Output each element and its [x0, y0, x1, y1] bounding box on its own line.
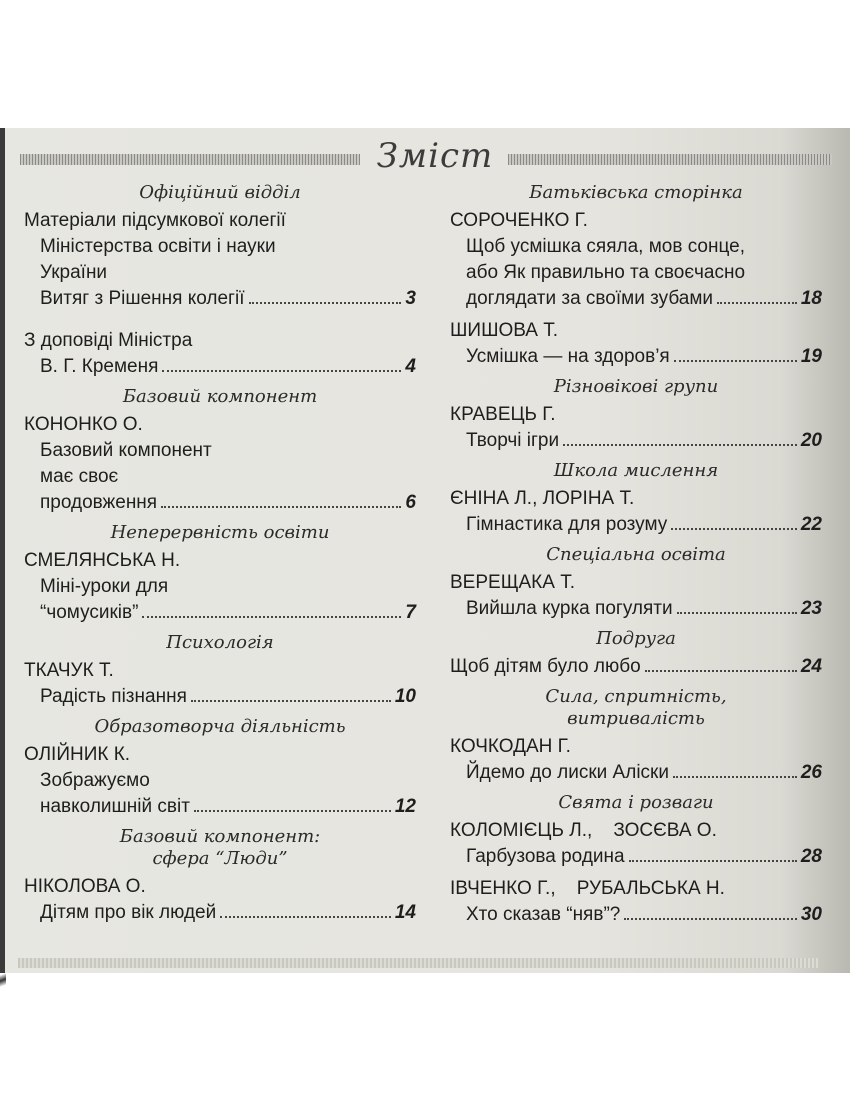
article-title: продовження	[40, 492, 158, 513]
article-title: Міністерства освіти і науки	[40, 236, 276, 257]
binding-edge	[0, 128, 5, 973]
article-title: Базовий компонент	[40, 440, 212, 461]
dot-leader	[191, 686, 391, 702]
section-heading: Неперервність освіти	[110, 522, 330, 543]
author-name: СОРОЧЕНКО Г.	[450, 210, 588, 231]
article-title: Зображуємо	[40, 770, 150, 791]
article-title: Радість пізнання	[40, 686, 187, 707]
entry-row	[24, 286, 416, 312]
section-heading-line: витривалість	[567, 708, 705, 729]
page-corner-line	[0, 920, 6, 1040]
page-number: 28	[800, 846, 822, 867]
article-title: України	[40, 262, 108, 283]
dot-leader	[563, 430, 797, 446]
section-heading: Образотворча діяльність	[94, 716, 346, 737]
section-heading: Офіційний відділ	[139, 182, 301, 203]
article-title: Матеріали підсумкової колегії	[24, 210, 286, 231]
author-name: НІКОЛОВА О.	[24, 876, 146, 897]
dot-leader	[645, 656, 797, 672]
contents-title: Зміст	[376, 136, 494, 176]
toc-entry[interactable]	[450, 318, 822, 370]
entry-row	[24, 900, 416, 926]
right-column	[450, 180, 822, 934]
author-name: КОЛОМІЄЦЬ Л., ЗОСЄВА О.	[450, 820, 717, 841]
entry-row	[450, 596, 822, 622]
section-heading: Спеціальна освіта	[546, 544, 726, 565]
page-number: 30	[800, 904, 822, 925]
entry-row	[450, 344, 822, 370]
dot-leader	[194, 796, 391, 812]
author-name: КОНОНКО О.	[24, 414, 143, 435]
toc-entry[interactable]	[24, 742, 416, 820]
entry-row	[450, 654, 822, 680]
page-number: 24	[800, 656, 822, 677]
page-number: 3	[405, 288, 416, 309]
entry-row	[24, 354, 416, 380]
toc-entry[interactable]	[450, 734, 822, 786]
article-title: Щоб усмішка сяяла, мов сонце,	[466, 236, 746, 257]
dot-leader	[142, 602, 401, 618]
section-heading-line: Сила, спритність,	[545, 686, 727, 707]
author-name: КОЧКОДАН Г.	[450, 736, 571, 757]
article-title: Усмішка — на здоров’я	[466, 346, 670, 367]
page-number: 6	[405, 492, 416, 513]
toc-entry[interactable]	[24, 548, 416, 626]
entry-row	[24, 794, 416, 820]
entry-row	[450, 844, 822, 870]
article-title: навколишній світ	[40, 796, 190, 817]
section-heading	[450, 686, 822, 730]
toc-entry[interactable]	[24, 874, 416, 926]
entry-row	[24, 490, 416, 516]
dot-leader	[162, 356, 401, 372]
dot-leader	[717, 288, 797, 304]
entry-row	[450, 512, 822, 538]
dot-leader	[624, 904, 797, 920]
section-heading-line: сфера “Люди”	[152, 848, 288, 869]
toc-entry[interactable]	[24, 328, 416, 380]
author-name: ВЕРЕЩАКА Т.	[450, 572, 575, 593]
page-number: 10	[394, 686, 416, 707]
dot-leader	[161, 492, 401, 508]
article-title: Хто сказав “няв”?	[466, 904, 621, 925]
article-title: або Як правильно та своєчасно	[466, 262, 746, 283]
section-heading: Свята і розваги	[558, 792, 714, 813]
entry-row	[450, 760, 822, 786]
dot-leader	[677, 598, 797, 614]
entry-row	[450, 428, 822, 454]
section-heading: Подруга	[596, 628, 676, 649]
entry-row	[24, 600, 416, 626]
header-rule-left	[20, 154, 360, 165]
page-number: 4	[405, 356, 416, 377]
article-title: має своє	[40, 466, 119, 487]
page-number: 23	[800, 598, 822, 619]
article-title: Щоб дітям було любо	[450, 656, 641, 677]
toc-entry[interactable]	[450, 654, 822, 680]
article-title: Витяг з Рішення колегії	[40, 288, 245, 309]
toc-entry[interactable]	[24, 658, 416, 710]
page-number: 12	[394, 796, 416, 817]
left-column	[24, 180, 416, 932]
author-name: СМЕЛЯНСЬКА Н.	[24, 550, 181, 571]
section-heading	[24, 826, 416, 870]
toc-entry[interactable]	[24, 412, 416, 516]
dot-leader	[673, 762, 797, 778]
entry-row	[24, 684, 416, 710]
dot-leader	[671, 514, 797, 530]
author-name: ШИШОВА Т.	[450, 320, 559, 341]
page-number: 7	[405, 602, 416, 623]
section-heading: Батьківська сторінка	[529, 182, 743, 203]
toc-entry[interactable]	[450, 876, 822, 928]
article-title: Міні-уроки для	[40, 576, 169, 597]
article-title: доглядати за своїми зубами	[466, 288, 714, 309]
section-heading: Базовий компонент	[122, 386, 318, 407]
dot-leader	[674, 346, 797, 362]
article-title: Дітям про вік людей	[40, 902, 217, 923]
toc-entry[interactable]	[450, 486, 822, 538]
entry-row	[450, 286, 822, 312]
article-title: В. Г. Кременя	[40, 356, 159, 377]
dot-leader	[629, 846, 797, 862]
article-title: Гімнастика для розуму	[466, 514, 668, 535]
author-name: КРАВЕЦЬ Г.	[450, 404, 556, 425]
section-heading-line: Базовий компонент:	[119, 826, 321, 847]
page-number: 18	[800, 288, 822, 309]
page-number: 19	[800, 346, 822, 367]
article-title: Гарбузова родина	[466, 846, 625, 867]
author-name: ІВЧЕНКО Г., РУБАЛЬСЬКА Н.	[450, 878, 725, 899]
toc-entry[interactable]	[24, 208, 416, 312]
article-title: “чомусиків”	[40, 602, 139, 623]
toc-entry[interactable]	[450, 818, 822, 870]
section-heading: Школа мислення	[553, 460, 719, 481]
author-name: ЄНІНА Л., ЛОРІНА Т.	[450, 488, 635, 509]
author-name: ТКАЧУК Т.	[24, 660, 114, 681]
toc-entry[interactable]	[450, 402, 822, 454]
article-title: Йдемо до лиски Аліски	[466, 762, 669, 783]
toc-entry[interactable]	[450, 208, 822, 312]
section-heading: Психологія	[166, 632, 274, 653]
bottom-rule	[18, 958, 820, 968]
page-number: 22	[800, 514, 822, 535]
article-title: Творчі ігри	[466, 430, 560, 451]
entry-row	[450, 902, 822, 928]
contents-header	[20, 136, 832, 182]
page-number: 26	[800, 762, 822, 783]
page-number: 14	[394, 902, 416, 923]
author-name: ОЛІЙНИК К.	[24, 744, 131, 765]
dot-leader	[220, 902, 391, 918]
dot-leader	[249, 288, 402, 304]
article-title: З доповіді Міністра	[24, 330, 193, 351]
header-rule-right	[508, 154, 832, 165]
section-heading: Різновікові групи	[553, 376, 719, 397]
article-title: Вийшла курка погуляти	[466, 598, 673, 619]
toc-entry[interactable]	[450, 570, 822, 622]
page-number: 20	[800, 430, 822, 451]
